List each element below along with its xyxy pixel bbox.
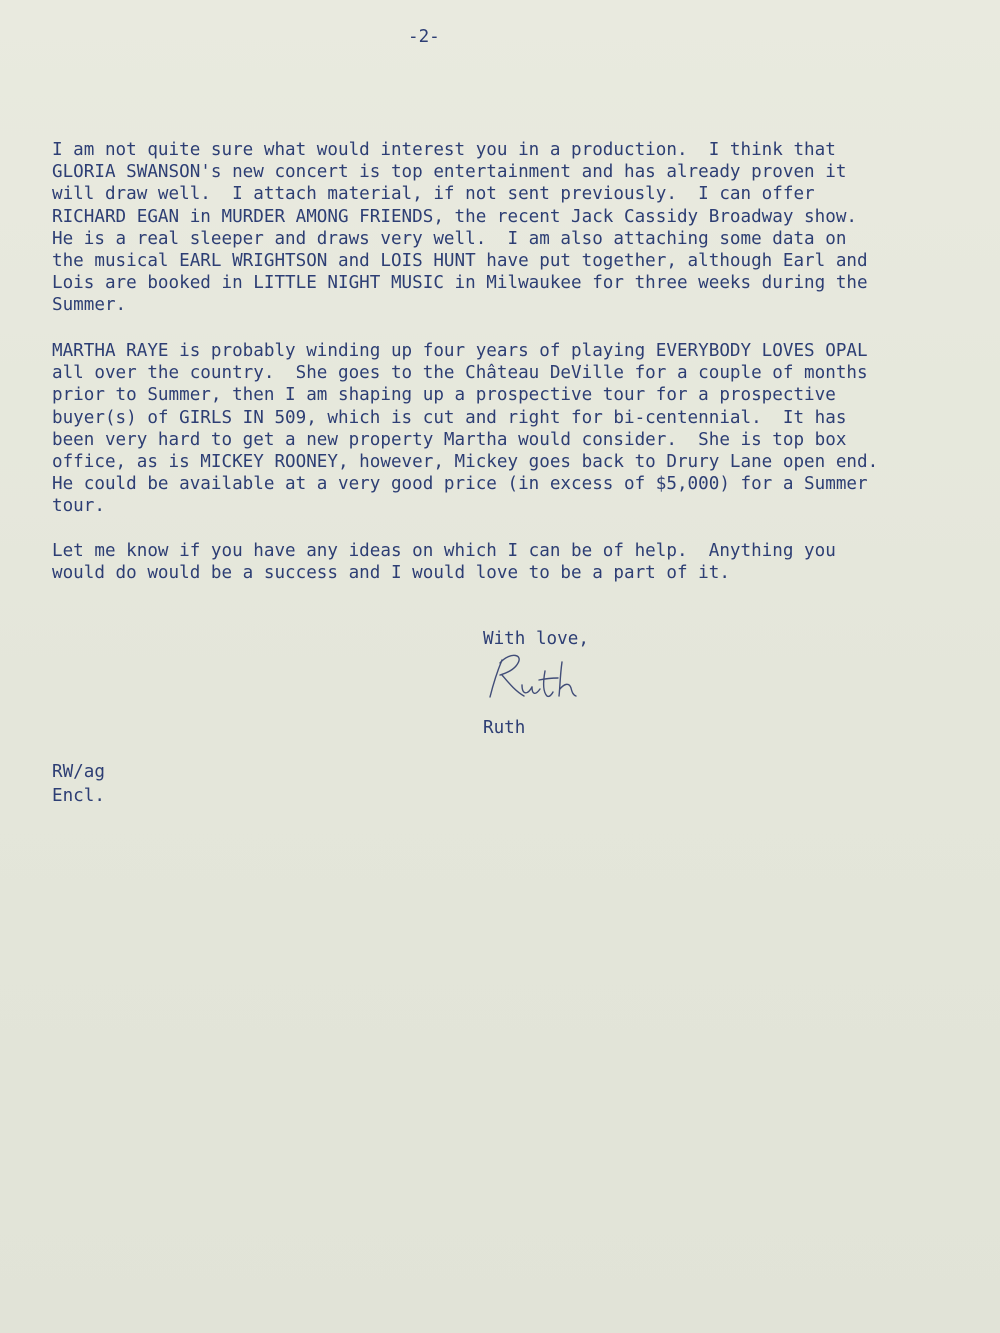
signer-name: Ruth — [483, 718, 526, 738]
body-paragraph-3: Let me know if you have any ideas on which I can be of help. Anything you would do would be a success and I would love to be a part of it. — [52, 541, 836, 584]
reference-initials: RW/ag — [52, 762, 105, 782]
enclosure-note: Encl. — [52, 786, 105, 806]
page-number: -2- — [408, 27, 440, 47]
body-paragraph-2: MARTHA RAYE is probably winding up four years of playing EVERYBODY LOVES OPAL all over the country. She goes to the Château DeVille for a couple of months prior to Summer, then I am shaping up a prospective tour for a prospective buyer(s) of GIRLS IN 509, which is cut and right for bi-centennial. It has been very hard to get a new property Martha would consider. She is top box office, as is MICKEY ROONEY, however, Mickey goes back to Drury Lane open end. He could be available at a very good price (in excess of $5,000) for a Summer tour. — [52, 341, 879, 517]
body-paragraph-1: I am not quite sure what would interest you in a production. I think that GLORIA SWANSON's new concert is top entertainment and has already proven it will draw well. I attach material, if not sent previously. I can offer RICHARD EGAN in MURDER AMONG FRIENDS, the recent Jack Cassidy Broadway show. He is a real sleeper and draws very well. I am also attaching some data on the musical EARL WRIGHTSON and LOIS HUNT have put together, although Earl and Lois are booked in LITTLE NIGHT MUSIC in Milwaukee for three weeks during the Summer. — [52, 140, 868, 316]
handwritten-signature — [478, 648, 588, 710]
closing: With love, — [483, 629, 589, 649]
